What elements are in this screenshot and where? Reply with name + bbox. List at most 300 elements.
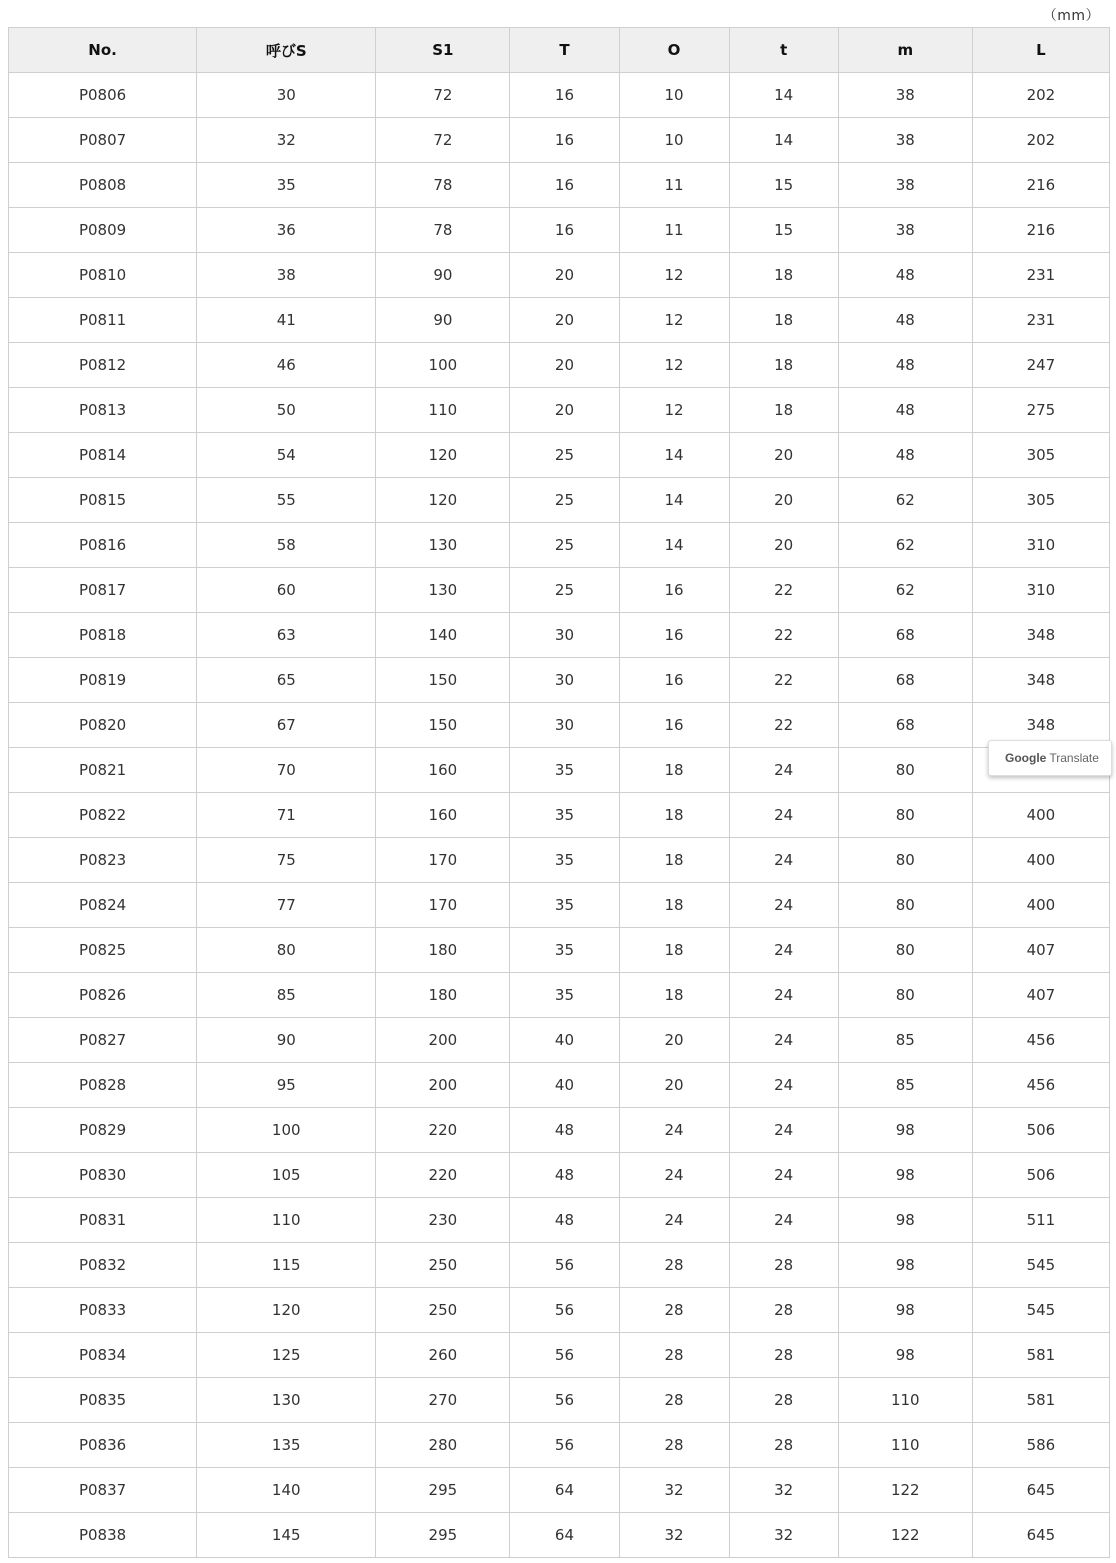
cell-no: P0813: [9, 388, 197, 433]
table-header: [9, 28, 1110, 73]
cell-m: 80: [838, 973, 972, 1018]
cell-o: 10: [619, 118, 729, 163]
cell-l: 305: [972, 478, 1109, 523]
cell-nominal-s: 130: [197, 1378, 376, 1423]
cell-m: 38: [838, 208, 972, 253]
cell-t-upper: 56: [510, 1333, 619, 1378]
cell-t-upper: 25: [510, 433, 619, 478]
cell-no: P0822: [9, 793, 197, 838]
table-row: [9, 883, 1110, 928]
header-t-upper: T: [510, 28, 619, 73]
cell-m: 38: [838, 118, 972, 163]
cell-s1: 250: [376, 1243, 510, 1288]
cell-t-lower: 18: [729, 298, 838, 343]
cell-m: 68: [838, 613, 972, 658]
cell-o: 11: [619, 163, 729, 208]
cell-no: P0814: [9, 433, 197, 478]
cell-l: 348: [972, 613, 1109, 658]
table-row: [9, 73, 1110, 118]
cell-l: 545: [972, 1243, 1109, 1288]
cell-l: 275: [972, 388, 1109, 433]
cell-no: P0836: [9, 1423, 197, 1468]
cell-t-upper: 48: [510, 1198, 619, 1243]
cell-no: P0826: [9, 973, 197, 1018]
cell-nominal-s: 75: [197, 838, 376, 883]
table-row: [9, 343, 1110, 388]
table-row: [9, 838, 1110, 883]
cell-no: P0812: [9, 343, 197, 388]
cell-no: P0824: [9, 883, 197, 928]
cell-l: 511: [972, 1198, 1109, 1243]
cell-o: 32: [619, 1468, 729, 1513]
table-row: [9, 1513, 1110, 1558]
cell-o: 28: [619, 1243, 729, 1288]
cell-no: P0823: [9, 838, 197, 883]
table-row: [9, 1243, 1110, 1288]
cell-t-upper: 16: [510, 118, 619, 163]
table-row: [9, 1333, 1110, 1378]
cell-t-lower: 22: [729, 703, 838, 748]
cell-nominal-s: 110: [197, 1198, 376, 1243]
cell-l: 456: [972, 1063, 1109, 1108]
cell-o: 28: [619, 1333, 729, 1378]
cell-t-lower: 14: [729, 118, 838, 163]
cell-no: P0830: [9, 1153, 197, 1198]
cell-t-lower: 24: [729, 1198, 838, 1243]
cell-s1: 90: [376, 253, 510, 298]
cell-t-lower: 24: [729, 1153, 838, 1198]
cell-o: 18: [619, 883, 729, 928]
cell-o: 20: [619, 1018, 729, 1063]
cell-m: 122: [838, 1468, 972, 1513]
cell-t-upper: 40: [510, 1018, 619, 1063]
cell-t-lower: 22: [729, 568, 838, 613]
cell-t-upper: 20: [510, 298, 619, 343]
cell-s1: 130: [376, 568, 510, 613]
cell-l: 586: [972, 1423, 1109, 1468]
cell-l: 645: [972, 1513, 1109, 1558]
cell-l: 305: [972, 433, 1109, 478]
table-row: [9, 523, 1110, 568]
cell-no: P0828: [9, 1063, 197, 1108]
cell-t-upper: 20: [510, 388, 619, 433]
table-row: [9, 1108, 1110, 1153]
cell-t-upper: 30: [510, 658, 619, 703]
cell-s1: 200: [376, 1018, 510, 1063]
cell-t-lower: 24: [729, 1108, 838, 1153]
cell-m: 68: [838, 658, 972, 703]
cell-o: 16: [619, 613, 729, 658]
cell-s1: 100: [376, 343, 510, 388]
cell-l: 216: [972, 163, 1109, 208]
cell-m: 62: [838, 568, 972, 613]
cell-o: 20: [619, 1063, 729, 1108]
cell-t-lower: 28: [729, 1378, 838, 1423]
cell-t-upper: 40: [510, 1063, 619, 1108]
cell-l: 407: [972, 928, 1109, 973]
cell-l: 231: [972, 298, 1109, 343]
cell-t-upper: 35: [510, 838, 619, 883]
cell-t-upper: 16: [510, 208, 619, 253]
cell-t-upper: 25: [510, 568, 619, 613]
cell-l: 348: [972, 703, 1109, 748]
cell-s1: 130: [376, 523, 510, 568]
cell-t-lower: 24: [729, 838, 838, 883]
cell-s1: 78: [376, 163, 510, 208]
cell-l: 202: [972, 73, 1109, 118]
cell-t-lower: 20: [729, 433, 838, 478]
table-row: [9, 928, 1110, 973]
table-row: [9, 1063, 1110, 1108]
cell-o: 16: [619, 568, 729, 613]
table-row: [9, 1018, 1110, 1063]
table-row: [9, 388, 1110, 433]
cell-o: 28: [619, 1423, 729, 1468]
table-row: [9, 208, 1110, 253]
cell-m: 68: [838, 703, 972, 748]
table-row: [9, 433, 1110, 478]
cell-m: 85: [838, 1018, 972, 1063]
cell-no: P0811: [9, 298, 197, 343]
table-row: [9, 163, 1110, 208]
cell-l: 400: [972, 838, 1109, 883]
cell-s1: 180: [376, 973, 510, 1018]
cell-o: 18: [619, 928, 729, 973]
cell-s1: 72: [376, 73, 510, 118]
cell-l: 247: [972, 343, 1109, 388]
cell-s1: 180: [376, 928, 510, 973]
cell-l: 400: [972, 883, 1109, 928]
cell-nominal-s: 38: [197, 253, 376, 298]
cell-nominal-s: 71: [197, 793, 376, 838]
cell-t-lower: 24: [729, 1063, 838, 1108]
cell-no: P0831: [9, 1198, 197, 1243]
cell-t-lower: 15: [729, 208, 838, 253]
cell-nominal-s: 145: [197, 1513, 376, 1558]
cell-no: P0808: [9, 163, 197, 208]
cell-nominal-s: 35: [197, 163, 376, 208]
cell-s1: 220: [376, 1153, 510, 1198]
cell-m: 48: [838, 253, 972, 298]
cell-m: 110: [838, 1378, 972, 1423]
cell-t-upper: 56: [510, 1288, 619, 1333]
cell-t-lower: 28: [729, 1243, 838, 1288]
cell-s1: 72: [376, 118, 510, 163]
spec-table: [8, 27, 1110, 1558]
cell-o: 24: [619, 1108, 729, 1153]
cell-m: 80: [838, 883, 972, 928]
cell-t-lower: 28: [729, 1288, 838, 1333]
cell-m: 80: [838, 928, 972, 973]
cell-no: P0821: [9, 748, 197, 793]
cell-t-upper: 16: [510, 73, 619, 118]
cell-m: 122: [838, 1513, 972, 1558]
cell-s1: 160: [376, 793, 510, 838]
cell-m: 48: [838, 298, 972, 343]
cell-m: 80: [838, 748, 972, 793]
cell-s1: 110: [376, 388, 510, 433]
cell-o: 12: [619, 253, 729, 298]
cell-o: 18: [619, 793, 729, 838]
cell-no: P0825: [9, 928, 197, 973]
cell-o: 18: [619, 748, 729, 793]
cell-o: 24: [619, 1153, 729, 1198]
cell-l: 456: [972, 1018, 1109, 1063]
cell-o: 14: [619, 433, 729, 478]
table-row: [9, 613, 1110, 658]
cell-l: 310: [972, 568, 1109, 613]
cell-nominal-s: 58: [197, 523, 376, 568]
cell-s1: 150: [376, 658, 510, 703]
cell-nominal-s: 63: [197, 613, 376, 658]
cell-s1: 250: [376, 1288, 510, 1333]
google-translate-popup[interactable]: [988, 740, 1112, 776]
header-m: m: [838, 28, 972, 73]
cell-m: 98: [838, 1288, 972, 1333]
cell-no: P0809: [9, 208, 197, 253]
cell-t-upper: 35: [510, 793, 619, 838]
cell-o: 18: [619, 838, 729, 883]
cell-t-upper: 20: [510, 343, 619, 388]
cell-t-lower: 18: [729, 343, 838, 388]
table-row: [9, 658, 1110, 703]
cell-t-lower: 32: [729, 1468, 838, 1513]
cell-t-upper: 64: [510, 1468, 619, 1513]
cell-t-upper: 20: [510, 253, 619, 298]
cell-nominal-s: 140: [197, 1468, 376, 1513]
cell-t-lower: 20: [729, 478, 838, 523]
cell-t-upper: 25: [510, 478, 619, 523]
cell-nominal-s: 90: [197, 1018, 376, 1063]
header-s1: S1: [376, 28, 510, 73]
cell-o: 32: [619, 1513, 729, 1558]
cell-o: 24: [619, 1198, 729, 1243]
cell-o: 16: [619, 703, 729, 748]
cell-t-upper: 56: [510, 1423, 619, 1468]
cell-l: 581: [972, 1333, 1109, 1378]
cell-no: P0819: [9, 658, 197, 703]
cell-m: 48: [838, 388, 972, 433]
cell-nominal-s: 125: [197, 1333, 376, 1378]
cell-m: 85: [838, 1063, 972, 1108]
cell-no: P0834: [9, 1333, 197, 1378]
cell-no: P0838: [9, 1513, 197, 1558]
cell-no: P0829: [9, 1108, 197, 1153]
cell-o: 28: [619, 1378, 729, 1423]
cell-m: 38: [838, 73, 972, 118]
cell-s1: 120: [376, 478, 510, 523]
cell-l: 231: [972, 253, 1109, 298]
cell-s1: 140: [376, 613, 510, 658]
cell-m: 38: [838, 163, 972, 208]
cell-m: 110: [838, 1423, 972, 1468]
cell-t-upper: 30: [510, 613, 619, 658]
cell-l: 581: [972, 1378, 1109, 1423]
cell-o: 12: [619, 298, 729, 343]
cell-t-upper: 16: [510, 163, 619, 208]
table-row: [9, 973, 1110, 1018]
cell-t-lower: 24: [729, 928, 838, 973]
table-row: [9, 253, 1110, 298]
cell-t-upper: 30: [510, 703, 619, 748]
table-row: [9, 1153, 1110, 1198]
table-body: [9, 73, 1110, 1558]
cell-nominal-s: 77: [197, 883, 376, 928]
table-row: [9, 703, 1110, 748]
google-logo-text: Google: [1005, 751, 1047, 765]
cell-t-upper: 35: [510, 883, 619, 928]
cell-nominal-s: 100: [197, 1108, 376, 1153]
cell-o: 14: [619, 523, 729, 568]
cell-l: 506: [972, 1153, 1109, 1198]
cell-nominal-s: 115: [197, 1243, 376, 1288]
cell-no: P0815: [9, 478, 197, 523]
cell-nominal-s: 50: [197, 388, 376, 433]
cell-no: P0837: [9, 1468, 197, 1513]
cell-s1: 90: [376, 298, 510, 343]
cell-no: P0820: [9, 703, 197, 748]
cell-s1: 150: [376, 703, 510, 748]
cell-t-upper: 48: [510, 1153, 619, 1198]
cell-s1: 220: [376, 1108, 510, 1153]
cell-l: 407: [972, 973, 1109, 1018]
cell-nominal-s: 55: [197, 478, 376, 523]
cell-nominal-s: 36: [197, 208, 376, 253]
table-row: [9, 793, 1110, 838]
cell-no: P0818: [9, 613, 197, 658]
cell-m: 98: [838, 1153, 972, 1198]
cell-t-lower: 15: [729, 163, 838, 208]
header-l: L: [972, 28, 1109, 73]
table-row: [9, 748, 1110, 793]
cell-nominal-s: 30: [197, 73, 376, 118]
cell-s1: 120: [376, 433, 510, 478]
cell-m: 98: [838, 1333, 972, 1378]
cell-nominal-s: 67: [197, 703, 376, 748]
cell-nominal-s: 70: [197, 748, 376, 793]
header-nominal-s: 呼びS: [197, 28, 376, 73]
cell-m: 98: [838, 1108, 972, 1153]
cell-t-lower: 28: [729, 1333, 838, 1378]
cell-l: 348: [972, 658, 1109, 703]
cell-l: 202: [972, 118, 1109, 163]
cell-t-lower: 24: [729, 973, 838, 1018]
cell-t-upper: 48: [510, 1108, 619, 1153]
cell-l: 310: [972, 523, 1109, 568]
translate-label: Translate: [1049, 751, 1099, 765]
cell-nominal-s: 95: [197, 1063, 376, 1108]
cell-s1: 200: [376, 1063, 510, 1108]
cell-l: 545: [972, 1288, 1109, 1333]
cell-nominal-s: 41: [197, 298, 376, 343]
cell-nominal-s: 32: [197, 118, 376, 163]
cell-t-lower: 18: [729, 253, 838, 298]
cell-t-lower: 14: [729, 73, 838, 118]
cell-s1: 270: [376, 1378, 510, 1423]
cell-nominal-s: 80: [197, 928, 376, 973]
cell-o: 12: [619, 388, 729, 433]
table-row: [9, 298, 1110, 343]
cell-t-lower: 20: [729, 523, 838, 568]
cell-t-lower: 32: [729, 1513, 838, 1558]
cell-s1: 78: [376, 208, 510, 253]
cell-t-upper: 25: [510, 523, 619, 568]
cell-m: 62: [838, 478, 972, 523]
table-row: [9, 1198, 1110, 1243]
cell-o: 10: [619, 73, 729, 118]
cell-no: P0832: [9, 1243, 197, 1288]
cell-s1: 280: [376, 1423, 510, 1468]
cell-t-lower: 18: [729, 388, 838, 433]
cell-s1: 170: [376, 838, 510, 883]
table-row: [9, 478, 1110, 523]
cell-m: 80: [838, 793, 972, 838]
cell-no: P0827: [9, 1018, 197, 1063]
cell-m: 48: [838, 433, 972, 478]
table-row: [9, 118, 1110, 163]
cell-no: P0835: [9, 1378, 197, 1423]
header-no: No.: [9, 28, 197, 73]
cell-l: 216: [972, 208, 1109, 253]
unit-label: （mm）: [1042, 8, 1100, 24]
cell-o: 11: [619, 208, 729, 253]
cell-t-upper: 64: [510, 1513, 619, 1558]
cell-m: 80: [838, 838, 972, 883]
cell-nominal-s: 135: [197, 1423, 376, 1468]
cell-no: P0810: [9, 253, 197, 298]
cell-s1: 260: [376, 1333, 510, 1378]
cell-t-upper: 35: [510, 973, 619, 1018]
cell-t-lower: 24: [729, 793, 838, 838]
cell-no: P0806: [9, 73, 197, 118]
cell-nominal-s: 65: [197, 658, 376, 703]
table-row: [9, 1288, 1110, 1333]
cell-nominal-s: 46: [197, 343, 376, 388]
header-t-lower: t: [729, 28, 838, 73]
cell-no: P0807: [9, 118, 197, 163]
cell-s1: 295: [376, 1513, 510, 1558]
cell-o: 12: [619, 343, 729, 388]
cell-m: 98: [838, 1243, 972, 1288]
cell-s1: 160: [376, 748, 510, 793]
cell-t-lower: 28: [729, 1423, 838, 1468]
cell-nominal-s: 120: [197, 1288, 376, 1333]
cell-l: 645: [972, 1468, 1109, 1513]
cell-t-lower: 24: [729, 1018, 838, 1063]
cell-o: 28: [619, 1288, 729, 1333]
cell-t-lower: 24: [729, 748, 838, 793]
table-row: [9, 568, 1110, 613]
cell-o: 18: [619, 973, 729, 1018]
cell-nominal-s: 54: [197, 433, 376, 478]
cell-t-upper: 56: [510, 1378, 619, 1423]
cell-no: P0817: [9, 568, 197, 613]
cell-m: 48: [838, 343, 972, 388]
table-row: [9, 1378, 1110, 1423]
cell-nominal-s: 105: [197, 1153, 376, 1198]
cell-s1: 295: [376, 1468, 510, 1513]
cell-s1: 170: [376, 883, 510, 928]
cell-t-upper: 35: [510, 748, 619, 793]
cell-t-lower: 24: [729, 883, 838, 928]
cell-t-upper: 35: [510, 928, 619, 973]
cell-t-lower: 22: [729, 658, 838, 703]
cell-no: P0833: [9, 1288, 197, 1333]
cell-m: 98: [838, 1198, 972, 1243]
cell-t-lower: 22: [729, 613, 838, 658]
cell-l: 400: [972, 793, 1109, 838]
cell-nominal-s: 85: [197, 973, 376, 1018]
